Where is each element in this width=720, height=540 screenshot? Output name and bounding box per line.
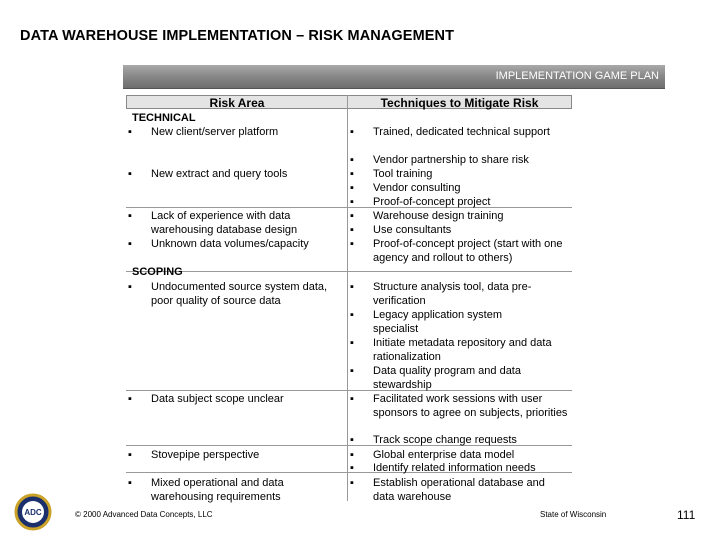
bullet-icon: ▪	[128, 477, 132, 489]
page-number: 111	[677, 508, 696, 522]
bullet-icon: ▪	[128, 393, 132, 405]
bullet-icon: ▪	[128, 126, 132, 138]
bullet-icon: ▪	[128, 168, 132, 180]
bullet-icon: ▪	[350, 365, 354, 377]
bullet-icon: ▪	[350, 182, 354, 194]
bullet-icon: ▪	[128, 238, 132, 250]
bullet-icon: ▪	[350, 477, 354, 489]
footer-organization: State of Wisconsin	[540, 510, 607, 519]
section-technical: TECHNICAL	[132, 112, 196, 124]
footer-copyright: © 2000 Advanced Data Concepts, LLC	[75, 510, 213, 519]
row-divider	[126, 271, 572, 272]
header-risk-area: Risk Area	[126, 95, 348, 109]
bullet-icon: ▪	[350, 238, 354, 250]
bullet-icon: ▪	[350, 126, 354, 138]
logo-text: ADC	[24, 508, 42, 517]
bullet-icon: ▪	[128, 449, 132, 461]
bullet-icon: ▪	[350, 462, 354, 474]
bullet-icon: ▪	[350, 309, 354, 321]
bullet-icon: ▪	[350, 393, 354, 405]
bullet-icon: ▪	[350, 210, 354, 222]
bullet-icon: ▪	[350, 196, 354, 208]
bullet-icon: ▪	[350, 449, 354, 461]
section-scoping: SCOPING	[132, 266, 183, 278]
row-divider	[126, 207, 572, 208]
bullet-icon: ▪	[350, 281, 354, 293]
section-banner	[123, 65, 665, 88]
bullet-icon: ▪	[350, 434, 354, 446]
bullet-icon: ▪	[128, 281, 132, 293]
bullet-icon: ▪	[128, 210, 132, 222]
header-techniques: Techniques to Mitigate Risk	[347, 95, 572, 109]
bullet-icon: ▪	[350, 154, 354, 166]
adc-logo-icon	[14, 493, 52, 531]
banner-label: IMPLEMENTATION GAME PLAN	[495, 70, 659, 82]
bullet-icon: ▪	[350, 168, 354, 180]
bullet-icon: ▪	[350, 224, 354, 236]
slide-title: DATA WAREHOUSE IMPLEMENTATION – RISK MANAGEMENT	[20, 28, 455, 44]
risk-table: Risk Area Techniques to Mitigate Risk TECHNICAL ▪ New client/server platform ▪ Trained, dedicated technical support ▪ New extract and query tools ▪ Vendor partnership to share risk ▪ Tool training ▪ Vendor consulting ▪ Proof-of-concept project ▪ Lack of experience with data warehousing database design ▪ Unknown data volumes/capacity ▪ Warehouse design training ▪ Use consultants ▪ Proof-of-concept project (start with one agency and rollout to others) SCOPING ▪ Undocumented source system data, poor quality of source data ▪ Structure analysis tool, data pre-verification ▪ Legacy application system specialist ▪ Initiate metadata repository and data rationalization ▪ Data quality program and data stewardship ▪ Data subject scope unclear ▪ Facilitated work sessions with user sponsors to agree on subjects, priorities ▪ Track scope change requests ▪ Stovepipe perspective ▪ Global enterprise data model ▪ Identify related information needs ▪ Mixed operational and data warehousing requirements ▪ Establish operational database and data warehouse	[126, 95, 572, 501]
bullet-icon: ▪	[350, 337, 354, 349]
